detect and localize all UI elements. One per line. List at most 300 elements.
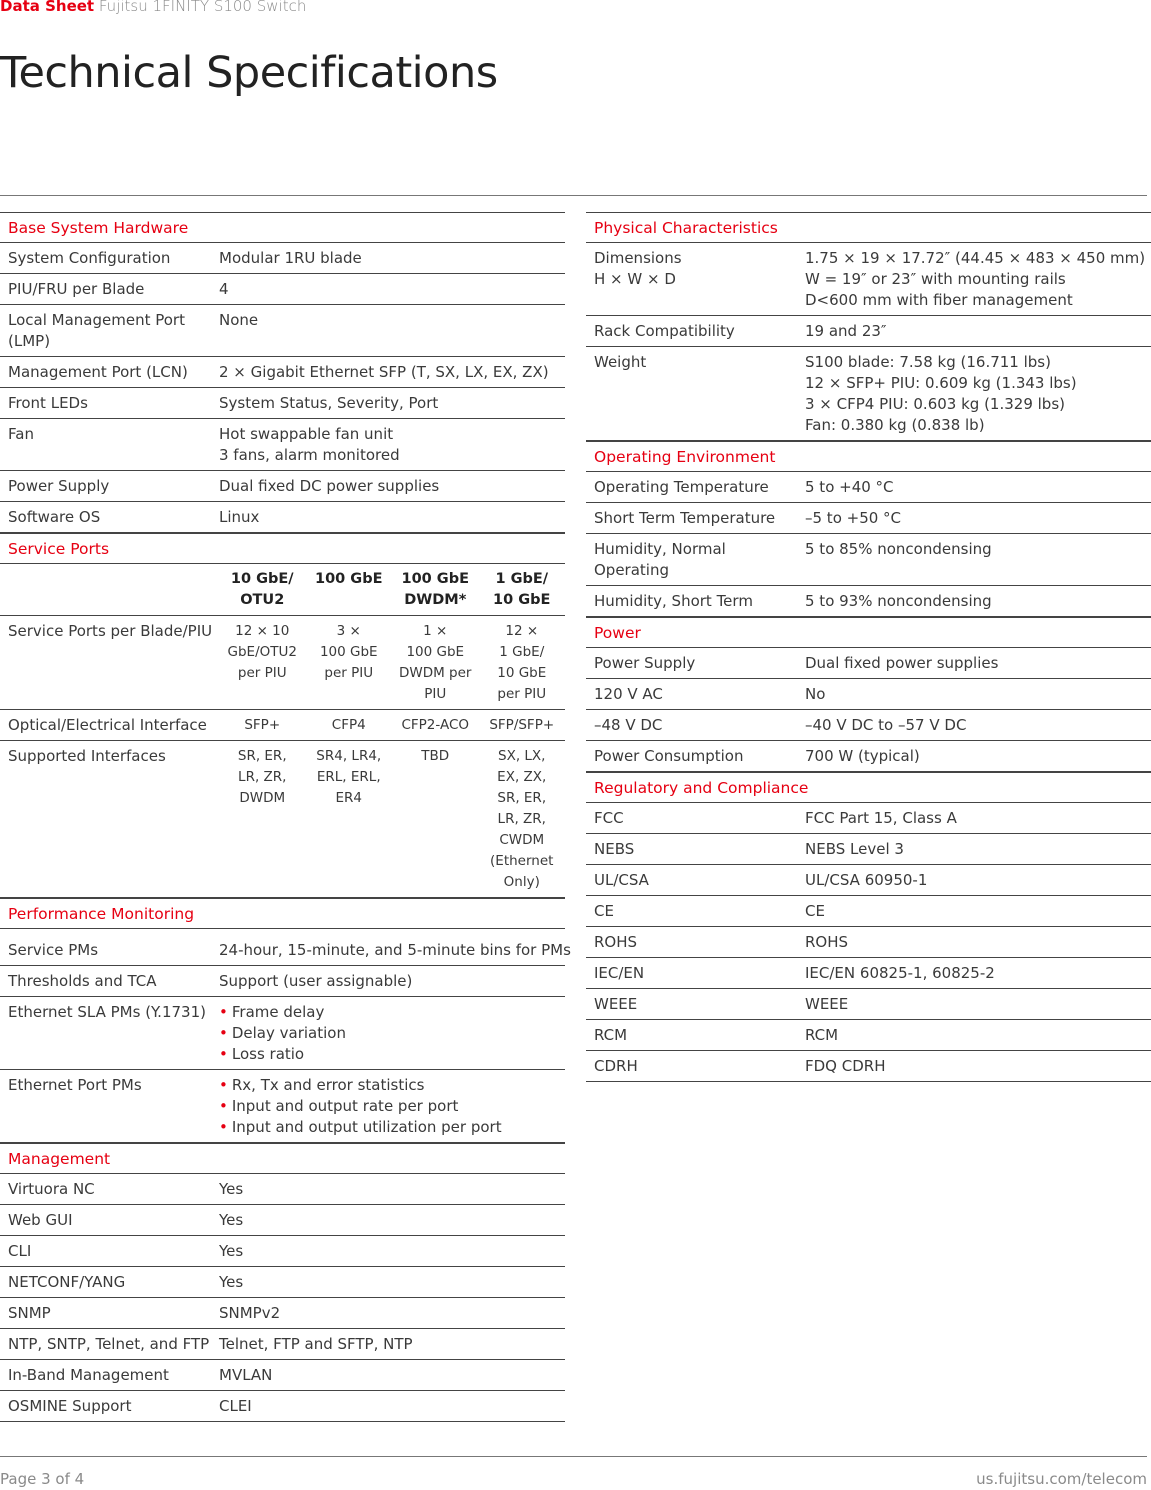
spec-row <box>586 243 1151 316</box>
row-label: Optical/Electrical Interface <box>8 716 207 734</box>
value-line: Support (user assignable) <box>219 972 413 990</box>
label-line: Short Term Temperature <box>594 509 776 527</box>
running-header <box>0 0 306 15</box>
spec-row <box>0 305 565 357</box>
label-line: SNMP <box>8 1304 51 1322</box>
cell-line: SR, ER, <box>497 790 547 806</box>
value-line: RCM <box>805 1026 839 1044</box>
value-line: UL/CSA 60950-1 <box>805 871 928 889</box>
value-line: 19 and 23″ <box>805 322 887 340</box>
spec-row <box>0 1391 565 1422</box>
label-line: Rack Compatibility <box>594 322 735 340</box>
value-line: None <box>219 311 259 329</box>
spec-label <box>0 1179 219 1200</box>
label-line: 120 V AC <box>594 685 663 703</box>
spec-row <box>0 997 565 1070</box>
column-header <box>392 569 479 611</box>
spec-label <box>0 393 219 414</box>
value-line: CE <box>805 902 825 920</box>
spec-row <box>0 1236 565 1267</box>
section-title: Physical Characteristics <box>586 212 1151 243</box>
cell-line: LR, ZR, <box>497 811 546 827</box>
spec-row <box>586 989 1151 1020</box>
cell-line: EX, ZX, <box>497 769 547 785</box>
spec-row <box>586 534 1151 586</box>
spec-label <box>0 279 219 300</box>
table-cell <box>219 715 306 736</box>
column-header <box>306 569 393 611</box>
spec-row <box>586 834 1151 865</box>
bullet-text: Input and output utilization per port <box>231 1118 502 1136</box>
label-line: Thresholds and TCA <box>8 972 157 990</box>
label-line: In-Band Management <box>8 1366 169 1384</box>
label-line: Service PMs <box>8 941 99 959</box>
spec-label <box>0 971 219 992</box>
spec-label <box>586 508 805 529</box>
spec-row <box>0 1070 565 1143</box>
label-line: WEEE <box>594 995 638 1013</box>
label-line: Local Management Port <box>8 311 185 329</box>
value-line: ROHS <box>805 933 849 951</box>
cell-line: 1 × <box>423 623 448 639</box>
spec-label <box>586 870 805 891</box>
spec-row <box>0 1205 565 1236</box>
label-line: Humidity, Short Term <box>594 592 753 610</box>
header-product: Fujitsu 1FINITY S100 Switch <box>98 0 307 15</box>
spec-label <box>586 1025 805 1046</box>
cell-line: 1 GbE/ <box>499 644 545 660</box>
cell-line: per PIU <box>497 686 547 702</box>
section-service-ports <box>0 533 565 898</box>
header-line: 10 GbE <box>493 592 551 608</box>
spec-label <box>0 1002 219 1065</box>
cell-line: SFP+ <box>244 717 281 733</box>
page-title: Technical Specifications <box>0 48 498 98</box>
spec-value <box>805 994 1151 1015</box>
spec-label <box>586 248 805 311</box>
label-line: NTP, SNTP, Telnet, and FTP <box>8 1335 210 1353</box>
spec-row <box>0 1298 565 1329</box>
spec-row <box>0 243 565 274</box>
spec-label <box>0 507 219 528</box>
column-header <box>479 569 566 611</box>
bullet-item <box>219 1023 565 1044</box>
spec-row <box>586 896 1151 927</box>
spec-row <box>586 958 1151 989</box>
spec-label <box>586 901 805 922</box>
header-line: 100 GbE <box>401 571 469 587</box>
spec-value <box>805 746 1151 767</box>
spec-label <box>0 1365 219 1386</box>
cell-line: ERL, ERL, <box>316 769 381 785</box>
value-line: Fan: 0.380 kg (0.838 lb) <box>805 416 985 434</box>
spec-row <box>586 586 1151 617</box>
spec-value <box>805 715 1151 736</box>
value-line: Yes <box>219 1242 244 1260</box>
row-label: Supported Interfaces <box>8 747 166 765</box>
spec-row <box>0 274 565 305</box>
cell-line: ER4 <box>335 790 362 806</box>
table-cell <box>306 715 393 736</box>
label-line: Management Port (LCN) <box>8 363 188 381</box>
spec-value <box>219 1210 565 1231</box>
table-cell <box>219 621 306 705</box>
section-power <box>586 617 1151 772</box>
cell-line: 100 GbE <box>406 644 465 660</box>
bullet-item <box>219 1096 565 1117</box>
label-line: Ethernet Port PMs <box>8 1076 142 1094</box>
divider <box>0 195 1147 196</box>
spec-value <box>805 684 1151 705</box>
header-line: 10 GbE/ <box>230 571 294 587</box>
spec-label <box>586 591 805 612</box>
header-line: 100 GbE <box>314 571 383 587</box>
table-cell <box>479 746 566 893</box>
spec-value <box>805 508 1151 529</box>
header-spacer <box>0 569 219 611</box>
bullet-text: Input and output rate per port <box>231 1097 459 1115</box>
bullet-icon: • <box>219 1076 228 1094</box>
bullet-text: Loss ratio <box>231 1045 305 1063</box>
label-line: PIU/FRU per Blade <box>8 280 145 298</box>
value-line: MVLAN <box>219 1366 273 1384</box>
spec-value <box>219 1179 565 1200</box>
divider <box>0 1456 1147 1457</box>
value-line: 5 to +40 °C <box>805 478 894 496</box>
table-row <box>0 616 565 710</box>
spec-value <box>805 901 1151 922</box>
footer-url[interactable]: us.fujitsu.com/telecom <box>976 1470 1147 1488</box>
table-cell <box>392 621 479 705</box>
cell-line: 12 × <box>505 623 539 639</box>
spec-value <box>219 248 565 269</box>
spec-value <box>219 424 565 466</box>
spec-row <box>0 388 565 419</box>
spec-row <box>0 1360 565 1391</box>
spec-label <box>586 932 805 953</box>
spec-label <box>0 1334 219 1355</box>
page-number: Page 3 of 4 <box>0 1470 85 1488</box>
spec-label <box>0 362 219 383</box>
cell-line: SX, LX, <box>498 748 546 764</box>
label-line: NEBS <box>594 840 635 858</box>
label-line: Weight <box>594 353 647 371</box>
value-line: 3 × CFP4 PIU: 0.603 kg (1.329 lbs) <box>805 395 1065 413</box>
spec-row <box>586 1020 1151 1051</box>
section-title: Power <box>586 617 1151 648</box>
label-line: CE <box>594 902 614 920</box>
cell-line: DWDM <box>239 790 286 806</box>
bullet-icon: • <box>219 1024 228 1042</box>
spec-label <box>586 715 805 736</box>
cell-line: PIU <box>424 686 447 702</box>
spec-row <box>586 648 1151 679</box>
spec-value <box>219 362 565 383</box>
spec-label <box>0 1272 219 1293</box>
spec-value <box>805 539 1151 581</box>
value-line: 3 fans, alarm monitored <box>219 446 400 464</box>
spec-value <box>805 1025 1151 1046</box>
spec-value <box>805 591 1151 612</box>
label-line: CLI <box>8 1242 32 1260</box>
spec-label <box>586 808 805 829</box>
spec-row <box>0 1329 565 1360</box>
spec-value <box>805 352 1151 436</box>
value-line: Yes <box>219 1273 244 1291</box>
cell-line: SR, ER, <box>237 748 287 764</box>
spec-label <box>586 352 805 436</box>
value-line: Linux <box>219 508 260 526</box>
label-line: UL/CSA <box>594 871 649 889</box>
value-line: Yes <box>219 1211 244 1229</box>
spec-label <box>0 1303 219 1324</box>
spec-row <box>586 679 1151 710</box>
spec-row <box>586 347 1151 441</box>
spec-label <box>0 940 219 961</box>
spec-row <box>586 803 1151 834</box>
spec-label <box>0 1075 219 1138</box>
spec-value <box>805 477 1151 498</box>
spec-row <box>0 935 571 966</box>
header-line: OTU2 <box>240 592 285 608</box>
spec-value <box>805 248 1151 311</box>
value-line: Yes <box>219 1180 244 1198</box>
spec-value <box>219 310 565 352</box>
value-line: S100 blade: 7.58 kg (16.711 lbs) <box>805 353 1051 371</box>
row-label: Service Ports per Blade/PIU <box>8 622 213 640</box>
bullet-item <box>219 1002 565 1023</box>
bullet-item <box>219 1117 565 1138</box>
spec-label <box>586 684 805 705</box>
spec-label <box>586 963 805 984</box>
spec-label <box>586 994 805 1015</box>
spec-value <box>219 393 565 414</box>
section-title: Management <box>0 1143 565 1174</box>
spec-row <box>0 471 565 502</box>
label-line: OSMINE Support <box>8 1397 132 1415</box>
value-line: No <box>805 685 826 703</box>
bullet-text: Frame delay <box>231 1003 325 1021</box>
table-cell <box>479 715 566 736</box>
cell-line: (Ethernet <box>490 853 554 869</box>
spec-label <box>586 539 805 581</box>
spec-value <box>805 1056 1151 1077</box>
spec-label <box>586 477 805 498</box>
spec-row <box>0 1174 565 1205</box>
value-line: 12 × SFP+ PIU: 0.609 kg (1.343 lbs) <box>805 374 1077 392</box>
cell-line: CFP4 <box>331 717 366 733</box>
cell-line: GbE/OTU2 <box>227 644 297 660</box>
spec-label <box>586 321 805 342</box>
spec-row <box>0 357 565 388</box>
spec-row <box>586 472 1151 503</box>
spec-row <box>586 865 1151 896</box>
spec-row <box>0 1267 565 1298</box>
spec-value <box>219 1002 565 1065</box>
spec-value <box>219 1365 565 1386</box>
bullet-text: Delay variation <box>231 1024 346 1042</box>
spec-row <box>0 502 565 533</box>
label-line: –48 V DC <box>594 716 663 734</box>
spec-row <box>586 316 1151 347</box>
spec-label <box>586 746 805 767</box>
label-line: Software OS <box>8 508 101 526</box>
value-line: FCC Part 15, Class A <box>805 809 957 827</box>
spec-label <box>0 1210 219 1231</box>
bullet-item <box>219 1044 565 1065</box>
cell-line: Only) <box>503 874 540 890</box>
value-line: 5 to 93% noncondensing <box>805 592 992 610</box>
table-row <box>0 710 565 741</box>
spec-value <box>219 476 565 497</box>
table-cell <box>392 715 479 736</box>
cell-line: CFP2-ACO <box>401 717 470 733</box>
spec-value <box>219 1303 565 1324</box>
value-line: System Status, Severity, Port <box>219 394 439 412</box>
label-line: NETCONF/YANG <box>8 1273 126 1291</box>
cell-line: 12 × 10 <box>235 623 290 639</box>
spec-label <box>0 424 219 466</box>
value-line: Dual fixed DC power supplies <box>219 477 440 495</box>
label-line: Web GUI <box>8 1211 73 1229</box>
value-line: Modular 1RU blade <box>219 249 362 267</box>
section-physical-characteristics <box>586 212 1151 441</box>
spec-value <box>805 839 1151 860</box>
value-line: 5 to 85% noncondensing <box>805 540 992 558</box>
value-line: Telnet, FTP and SFTP, NTP <box>219 1335 413 1353</box>
spec-label <box>0 248 219 269</box>
spec-value <box>805 653 1151 674</box>
label-line: Front LEDs <box>8 394 88 412</box>
label-line: Power Consumption <box>594 747 744 765</box>
section-title: Regulatory and Compliance <box>586 772 1151 803</box>
value-line: SNMPv2 <box>219 1304 281 1322</box>
section-regulatory-and-compliance <box>586 772 1151 1082</box>
cell-line: 100 GbE <box>319 644 378 660</box>
table-cell <box>219 746 306 893</box>
label-line: FCC <box>594 809 624 827</box>
table-cell <box>306 621 393 705</box>
label-line: H × W × D <box>594 270 676 288</box>
spec-row <box>586 927 1151 958</box>
section-performance-monitoring <box>0 898 571 1143</box>
value-line: CLEI <box>219 1397 252 1415</box>
value-line: Hot swappable fan unit <box>219 425 394 443</box>
bullet-icon: • <box>219 1118 228 1136</box>
cell-line: SR4, LR4, <box>316 748 382 764</box>
label-line: CDRH <box>594 1057 638 1075</box>
bullet-icon: • <box>219 1045 228 1063</box>
label-line: System Configuration <box>8 249 171 267</box>
label-line: IEC/EN <box>594 964 645 982</box>
label-line: ROHS <box>594 933 638 951</box>
table-cell <box>306 746 393 893</box>
cell-line: TBD <box>421 748 450 764</box>
value-line: W = 19″ or 23″ with mounting rails <box>805 270 1066 288</box>
cell-line: SFP/SFP+ <box>489 717 555 733</box>
spec-value <box>219 1075 565 1138</box>
label-line: Ethernet SLA PMs (Y.1731) <box>8 1003 206 1021</box>
value-line: –5 to +50 °C <box>805 509 902 527</box>
value-line: D<600 mm with fiber management <box>805 291 1073 309</box>
section-title: Service Ports <box>0 533 565 564</box>
spec-label <box>586 839 805 860</box>
label-line: RCM <box>594 1026 628 1044</box>
label-line: (LMP) <box>8 332 51 350</box>
section-title: Base System Hardware <box>0 212 565 243</box>
cell-line: LR, ZR, <box>238 769 287 785</box>
spec-value <box>219 1334 565 1355</box>
cell-line: 3 × <box>336 623 361 639</box>
spec-label <box>0 476 219 497</box>
value-line: NEBS Level 3 <box>805 840 904 858</box>
value-line: IEC/EN 60825-1, 60825-2 <box>805 964 995 982</box>
bullet-item <box>219 1075 565 1096</box>
spec-value <box>805 870 1151 891</box>
section-title: Performance Monitoring <box>0 898 565 929</box>
spec-label <box>0 1396 219 1417</box>
bullet-text: Rx, Tx and error statistics <box>231 1076 425 1094</box>
spec-value <box>219 279 565 300</box>
section-base-system-hardware <box>0 212 565 533</box>
spec-row <box>586 710 1151 741</box>
spec-row <box>586 1051 1151 1082</box>
spec-row <box>0 419 565 471</box>
spec-value <box>219 1241 565 1262</box>
section-management <box>0 1143 565 1422</box>
label-line: Power Supply <box>594 654 696 672</box>
cell-line: per PIU <box>324 665 374 681</box>
spec-value <box>219 507 565 528</box>
right-column <box>586 212 1151 1082</box>
spec-value <box>805 808 1151 829</box>
cell-line: CWDM <box>499 832 545 848</box>
label-line: Power Supply <box>8 477 110 495</box>
left-column <box>0 212 571 1422</box>
spec-row <box>586 741 1151 772</box>
spec-label <box>0 310 219 352</box>
label-line: Fan <box>8 425 34 443</box>
label-line: Virtuora NC <box>8 1180 95 1198</box>
header-brand: Data Sheet <box>0 0 95 15</box>
value-line: 1.75 × 19 × 17.72″ (44.45 × 483 × 450 mm) <box>805 249 1146 267</box>
value-line: 4 <box>219 280 229 298</box>
spec-label <box>586 1056 805 1077</box>
value-line: WEEE <box>805 995 849 1013</box>
spec-label <box>0 1241 219 1262</box>
table-cell <box>392 746 479 893</box>
label-line: Operating Temperature <box>594 478 769 496</box>
spec-value <box>219 940 571 961</box>
table-cell <box>479 621 566 705</box>
section-operating-environment <box>586 441 1151 617</box>
spec-value <box>805 932 1151 953</box>
label-line: Dimensions <box>594 249 682 267</box>
value-line: 24-hour, 15-minute, and 5-minute bins for PMs <box>219 941 571 959</box>
value-line: 2 × Gigabit Ethernet SFP (T, SX, LX, EX, ZX) <box>219 363 549 381</box>
value-line: 700 W (typical) <box>805 747 920 765</box>
spec-row <box>0 966 565 997</box>
cell-line: per PIU <box>237 665 287 681</box>
table-header <box>0 564 565 616</box>
spec-value <box>805 963 1151 984</box>
column-header <box>219 569 306 611</box>
value-line: FDQ CDRH <box>805 1057 886 1075</box>
spec-value <box>219 971 565 992</box>
header-line: 1 GbE/ <box>495 571 549 587</box>
section-title: Operating Environment <box>586 441 1151 472</box>
spec-value <box>219 1396 565 1417</box>
